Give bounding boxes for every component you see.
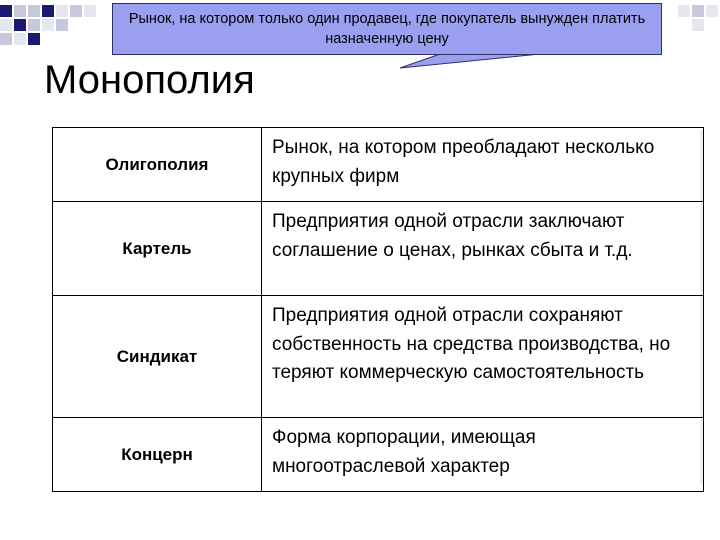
callout-text: Рынок, на котором только один продавец, где покупатель вынужден платить назначенную цену [128,10,646,47]
term-cell: Картель [53,202,262,296]
definition-callout [112,3,662,55]
definition-cell [262,202,704,296]
market-types-table [52,127,704,492]
table-row [53,296,704,418]
definition-text: Форма корпорации, имеющая многоотраслевой характер [272,427,536,477]
definition-text: Рынок, на котором преобладают несколько крупных фирм [272,137,655,187]
term-cell: Олигополия [53,128,262,202]
slide-title: Монополия [44,58,255,102]
definition-cell [262,418,704,492]
table-row [53,128,704,202]
table-row [53,418,704,492]
table-row [53,202,704,296]
definition-text: Предприятия одной отрасли заключают соглашение о ценах, рынках сбыта и т.д. [272,211,633,261]
definition-text: Предприятия одной отрасли сохраняют собственность на средства производства, но теряют коммерческую самостоятельность [272,305,671,383]
term-cell: Синдикат [53,296,262,418]
definition-cell [262,128,704,202]
term-cell: Концерн [53,418,262,492]
definition-cell [262,296,704,418]
